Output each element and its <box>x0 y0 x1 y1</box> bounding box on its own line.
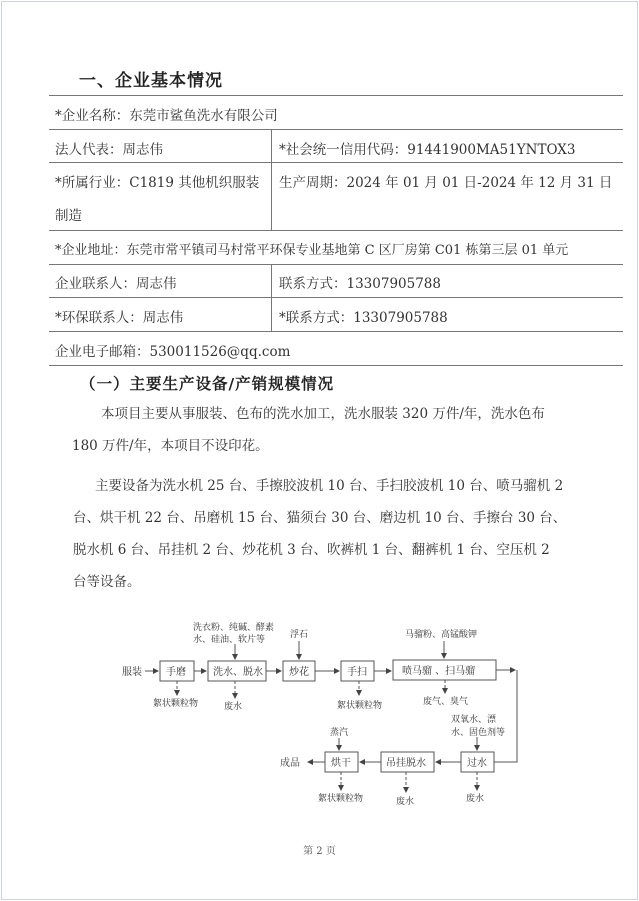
output-particles: 絮状颗粒物 <box>153 699 199 709</box>
input-steam: 蒸汽 <box>330 728 349 738</box>
input-label: 服装 <box>122 667 142 678</box>
paragraph-line: 本项目主要从事服装、色布的洗水加工，洗水服装 320 万件/年，洗水色布 <box>101 406 545 422</box>
subsection-title: （一）主要生产设备/产销规模情况 <box>80 375 335 393</box>
node-label: 过水 <box>467 758 487 769</box>
node-label: 炒花 <box>289 667 309 678</box>
input-bleach: 双氧水、漂 <box>451 715 497 725</box>
node-label: 吊挂脱水 <box>386 758 426 769</box>
input-chemicals: 洗衣粉、纯碱、酵素 <box>193 623 275 633</box>
node-label: 手扫 <box>347 667 367 678</box>
contact-phone: 联系方式：13307905788 <box>279 276 441 292</box>
page-number: 第 2 页 <box>303 846 336 857</box>
input-bleach: 水、固色剂等 <box>451 728 506 738</box>
node-label: 手磨 <box>166 667 186 678</box>
input-potassium: 马骝粉、高锰酸钾 <box>405 630 478 640</box>
env-contact-person: *环保联系人：周志伟 <box>55 310 184 326</box>
final-output: 成品 <box>280 758 300 769</box>
output-wastewater: 废水 <box>224 702 243 712</box>
node-label: 烘干 <box>331 758 351 769</box>
input-chemicals: 水、硅油、软片等 <box>193 635 266 645</box>
paragraph-line: 主要设备为洗水机 25 台、手擦胶波机 10 台、手扫胶波机 10 台、喷马骝机 2 <box>95 478 564 494</box>
production-period: 生产周期：2024 年 01 月 01 日-2024 年 12 月 31 日 <box>279 175 613 191</box>
env-contact-phone: *联系方式：13307905788 <box>279 310 448 326</box>
industry-continued: 制造 <box>55 208 82 224</box>
contact-person: 企业联系人：周志伟 <box>55 276 177 292</box>
output-particles: 絮状颗粒物 <box>318 794 364 804</box>
output-wastewater: 废水 <box>396 797 415 807</box>
paragraph-line: 脱水机 6 台、吊挂机 2 台、炒花机 3 台、吹裤机 1 台、翻裤机 1 台、空压机 2 <box>73 542 550 558</box>
address: *企业地址：东莞市常平镇司马村常平环保专业基地第 C 区厂房第 C01 栋第三层 01 单元 <box>55 243 569 258</box>
legal-representative: 法人代表：周志伟 <box>55 142 163 158</box>
input-pumice: 浮石 <box>290 630 309 640</box>
company-name: *企业名称：东莞市鲨鱼洗水有限公司 <box>55 108 278 124</box>
node-label: 喷马骝 、扫马骝 <box>402 666 476 677</box>
node-label: 洗水、脱水 <box>213 667 263 678</box>
output-waste-gas: 废气、臭气 <box>423 697 469 707</box>
credit-code: *社会统一信用代码：91441900MA51YNTOX3 <box>279 142 576 158</box>
paragraph-line: 台等设备。 <box>73 574 141 590</box>
email: 企业电子邮箱：530011526@qq.com <box>55 344 291 360</box>
paragraph-line: 台、烘干机 22 台、吊磨机 15 台、猫须台 30 台、磨边机 10 台、手擦台 30 台、 <box>73 510 567 526</box>
industry: *所属行业：C1819 其他机织服装 <box>55 175 260 191</box>
paragraph-line: 180 万件/年，本项目不设印花。 <box>72 438 269 454</box>
output-particles: 絮状颗粒物 <box>337 701 383 711</box>
output-wastewater: 废水 <box>466 794 485 804</box>
section-title: 一、企业基本情况 <box>79 71 223 91</box>
